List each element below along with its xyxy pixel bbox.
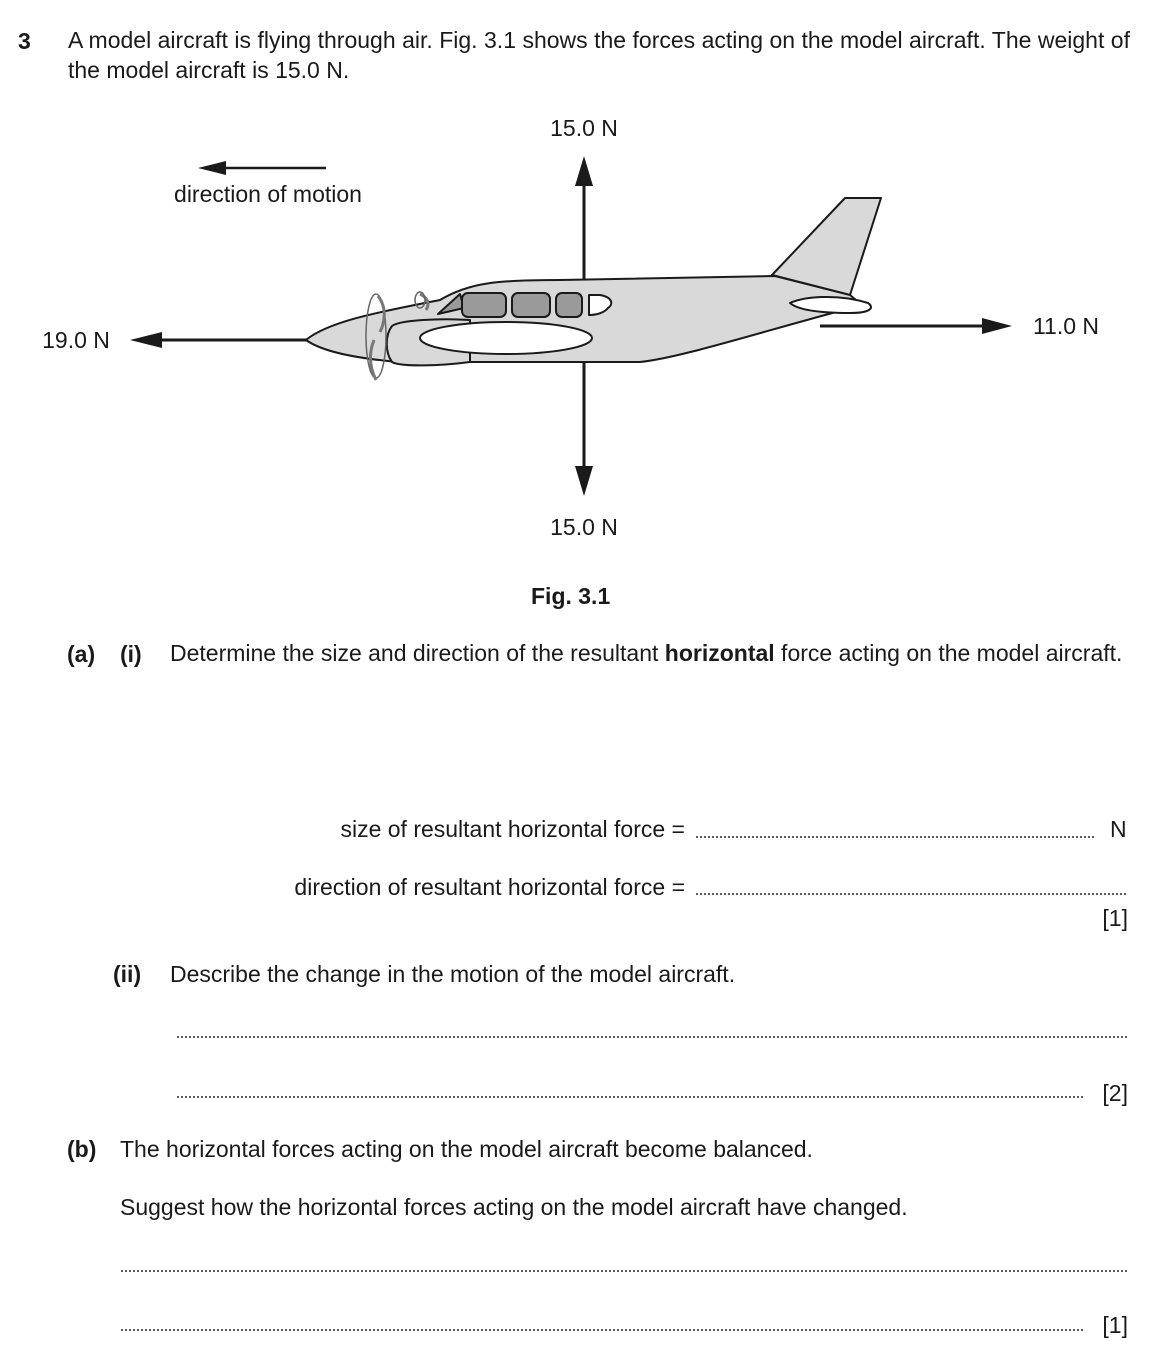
part-a-i-marks: [1] xyxy=(1102,905,1128,931)
part-a-ii-answer-line-2[interactable] xyxy=(176,1096,1084,1098)
part-a-i-text: Determine the size and direction of the resultant horizontal force acting on the model aircraft. xyxy=(170,640,1123,666)
part-a-ii-text: Describe the change in the motion of the model aircraft. xyxy=(170,961,736,987)
figure-caption: Fig. 3.1 xyxy=(531,583,611,609)
direction-of-motion-arrow xyxy=(198,161,326,175)
part-a-ii-label: (ii) xyxy=(113,961,142,987)
force-down-label: 15.0 N xyxy=(550,514,618,540)
weight-force-arrow xyxy=(575,360,593,496)
part-b-label: (b) xyxy=(67,1136,97,1162)
force-left-label: 19.0 N xyxy=(42,327,110,353)
part-b-text-1: The horizontal forces acting on the model aircraft become balanced. xyxy=(120,1136,813,1162)
part-a-ii-answer-line-1[interactable] xyxy=(176,1036,1127,1038)
direction-of-motion-label: direction of motion xyxy=(174,181,362,207)
force-up-label: 15.0 N xyxy=(550,115,618,141)
part-b-marks: [1] xyxy=(1102,1312,1128,1338)
direction-answer-label: direction of resultant horizontal force = xyxy=(294,874,685,900)
size-answer-label: size of resultant horizontal force = xyxy=(340,816,685,842)
part-b-answer-line-2[interactable] xyxy=(120,1329,1084,1331)
size-answer-line[interactable] xyxy=(695,836,1095,838)
emphasis-horizontal: horizontal xyxy=(664,640,775,666)
question-intro: A model aircraft is flying through air. Fig. 3.1 shows the forces acting on the model aircraft. The weight of the model aircraft is 15.0 N. xyxy=(68,27,1130,83)
lift-force-arrow xyxy=(575,156,593,282)
part-a-label: (a) xyxy=(67,641,96,667)
drag-force-arrow xyxy=(820,318,1012,334)
force-right-label: 11.0 N xyxy=(1032,313,1100,339)
part-a-ii-marks: [2] xyxy=(1102,1080,1128,1106)
part-a-i-label: (i) xyxy=(120,641,142,667)
direction-answer-line[interactable] xyxy=(695,893,1127,895)
question-number: 3 xyxy=(18,28,31,54)
part-b-answer-line-1[interactable] xyxy=(120,1270,1127,1272)
part-b-text-2: Suggest how the horizontal forces acting on the model aircraft have changed. xyxy=(120,1194,908,1220)
thrust-force-arrow xyxy=(130,332,312,348)
aircraft-illustration xyxy=(306,198,881,380)
size-unit: N xyxy=(1110,816,1127,842)
